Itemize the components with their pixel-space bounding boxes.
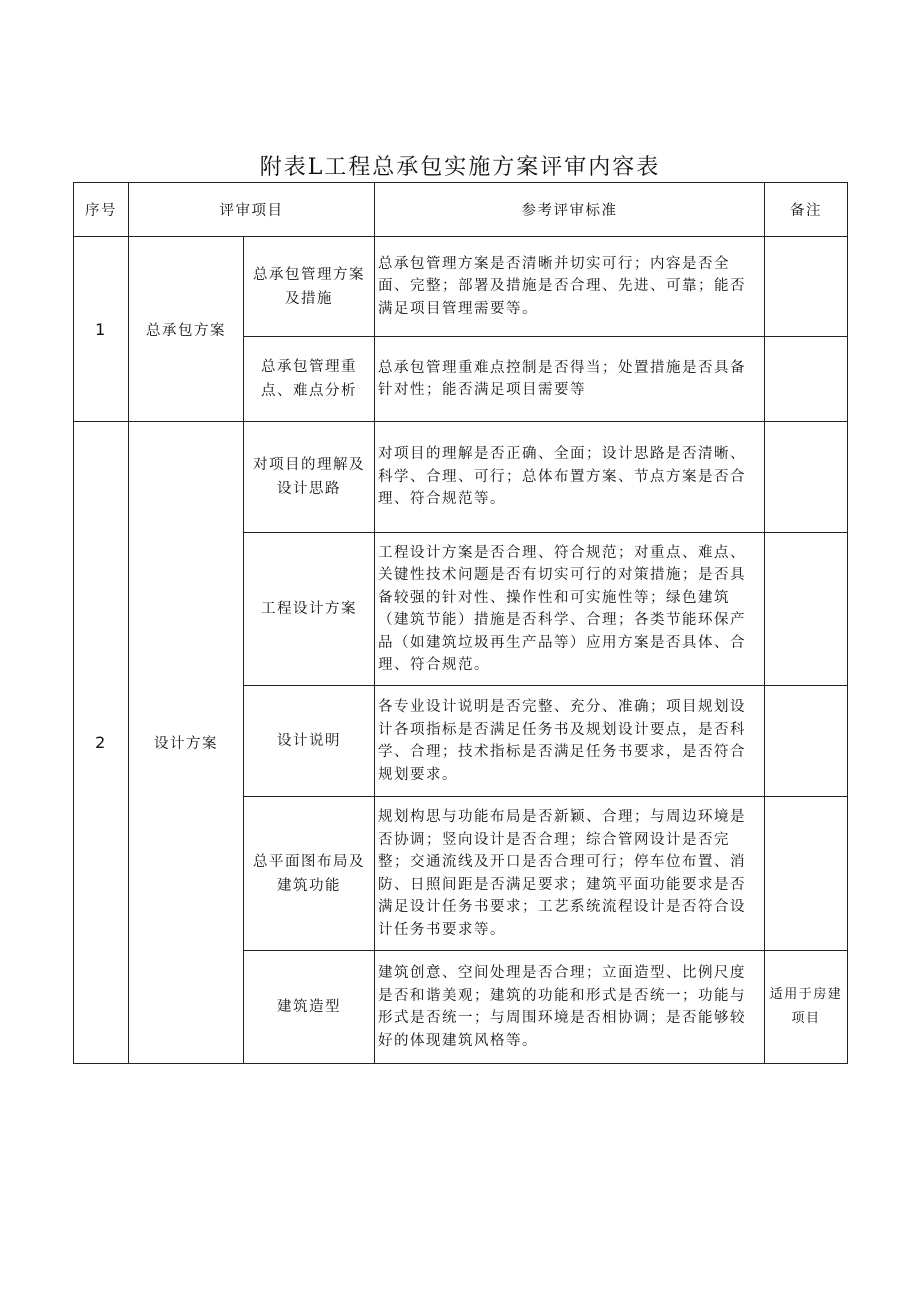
row-standard: 工程设计方案是否合理、符合规范；对重点、难点、关键性技术问题是否有切实可行的对策措施；是否具备较强的针对性、操作性和可实施性等；绿色建筑（建筑节能）措施是否科学、合理；各类节能环保产品（如建筑垃圾再生产品等）应用方案是否具体、合理、符合规范。 <box>375 533 765 686</box>
row-standard: 总承包管理重难点控制是否得当；处置措施是否具备针对性；能否满足项目需要等 <box>375 337 765 422</box>
row-item: 对项目的理解及设计思路 <box>244 422 375 533</box>
row-category: 设计方案 <box>129 422 244 1064</box>
row-standard: 规划构思与功能布局是否新颖、合理；与周边环境是否协调；竖向设计是否合理；综合管网设计是否完整；交通流线及开口是否合理可行；停车位布置、消防、日照间距是否满足要求；建筑平面功能要求是否满足设计任务书要求；工艺系统流程设计是否符合设计任务书要求等。 <box>375 797 765 951</box>
header-standard: 参考评审标准 <box>375 183 765 237</box>
row-note <box>765 686 848 797</box>
row-note <box>765 422 848 533</box>
row-standard: 对项目的理解是否正确、全面；设计思路是否清晰、科学、合理、可行；总体布置方案、节点方案是否合理、符合规范等。 <box>375 422 765 533</box>
header-seq: 序号 <box>74 183 129 237</box>
header-row <box>74 183 848 237</box>
row-item: 总承包管理重点、难点分析 <box>244 337 375 422</box>
table-row <box>74 422 848 533</box>
row-seq: 1 <box>74 237 129 422</box>
table-row <box>74 237 848 337</box>
header-item: 评审项目 <box>129 183 375 237</box>
row-category: 总承包方案 <box>129 237 244 422</box>
row-item: 工程设计方案 <box>244 533 375 686</box>
header-note: 备注 <box>765 183 848 237</box>
row-standard: 各专业设计说明是否完整、充分、准确；项目规划设计各项指标是否满足任务书及规划设计要点，是否科学、合理；技术指标是否满足任务书要求，是否符合规划要求。 <box>375 686 765 797</box>
row-seq: 2 <box>74 422 129 1064</box>
row-item: 总承包管理方案及措施 <box>244 237 375 337</box>
row-note <box>765 337 848 422</box>
row-note: 适用于房建项目 <box>765 951 848 1064</box>
row-note <box>765 797 848 951</box>
row-note <box>765 533 848 686</box>
review-table <box>73 182 848 1064</box>
row-note <box>765 237 848 337</box>
row-standard: 建筑创意、空间处理是否合理；立面造型、比例尺度是否和谐美观；建筑的功能和形式是否统一；功能与形式是否统一；与周围环境是否相协调；是否能够较好的体现建筑风格等。 <box>375 951 765 1064</box>
row-item: 总平面图布局及建筑功能 <box>244 797 375 951</box>
row-item: 设计说明 <box>244 686 375 797</box>
row-item: 建筑造型 <box>244 951 375 1064</box>
page-title: 附表L工程总承包实施方案评审内容表 <box>259 155 661 180</box>
row-standard: 总承包管理方案是否清晰并切实可行；内容是否全面、完整；部署及措施是否合理、先进、可靠；能否满足项目管理需要等。 <box>375 237 765 337</box>
